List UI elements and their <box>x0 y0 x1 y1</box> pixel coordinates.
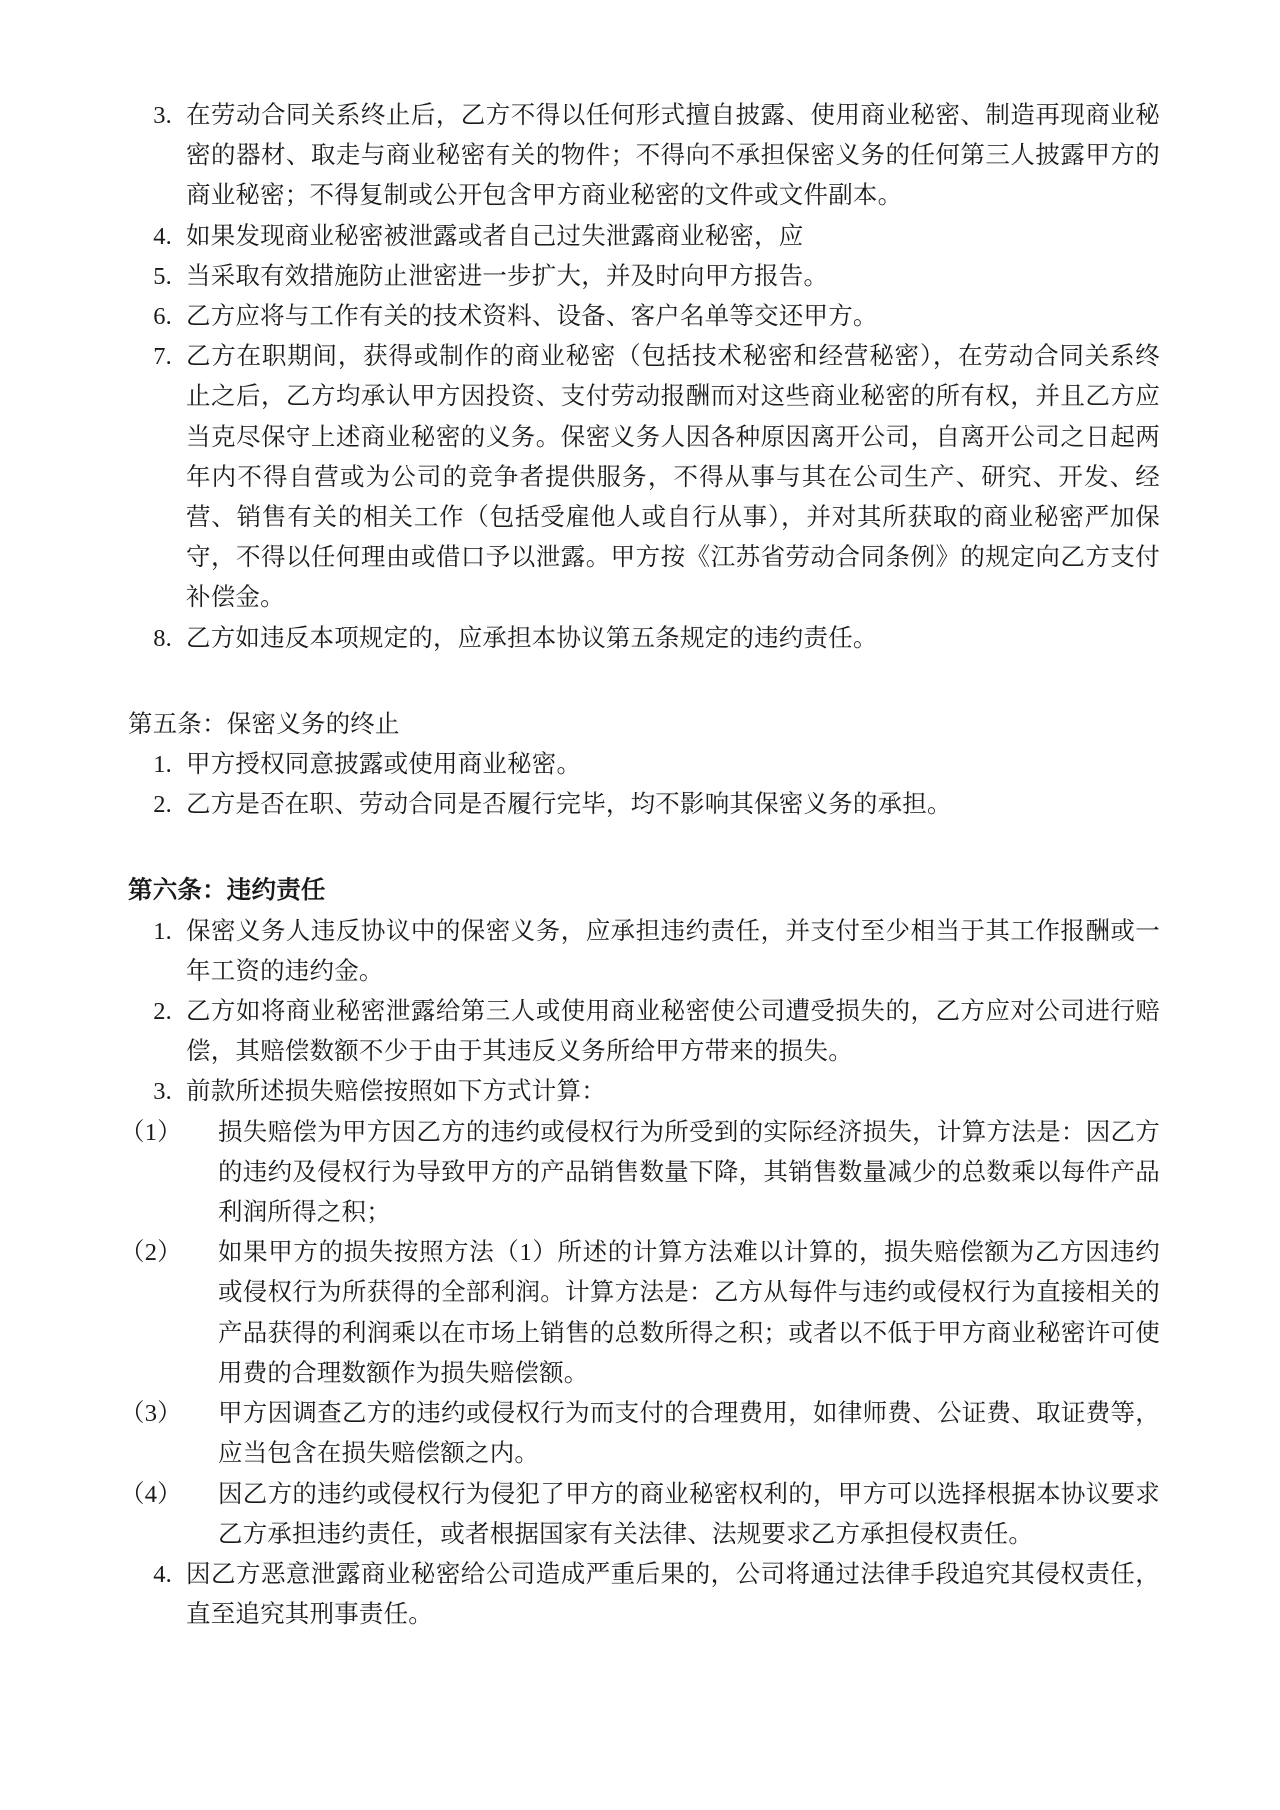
sub-list-item <box>120 1394 1160 1474</box>
list-item <box>120 785 1160 825</box>
list-marker: 2. <box>153 998 172 1026</box>
article-five <box>120 705 1160 826</box>
list-marker: 3. <box>153 1078 172 1106</box>
list-marker: 8. <box>153 624 172 652</box>
list-text: 乙方是否在职、劳动合同是否履行完毕，均不影响其保密义务的承担。 <box>186 791 952 819</box>
sub-list-item <box>120 1113 1160 1234</box>
continued-list <box>120 96 1160 659</box>
list-marker: 1. <box>153 917 172 945</box>
list-text: 保密义务人违反协议中的保密义务，应承担违约责任，并支付至少相当于其工作报酬或一年工资的违约金。 <box>186 917 1160 985</box>
list-marker: 7. <box>153 343 172 371</box>
list-item <box>120 745 1160 785</box>
list-marker: 2. <box>153 791 172 819</box>
list-item <box>120 1555 1160 1635</box>
list-text: 在劳动合同关系终止后，乙方不得以任何形式擅自披露、使用商业秘密、制造再现商业秘密的器材、取走与商业秘密有关的物件；不得向不承担保密义务的任何第三人披露甲方的商业秘密；不得复制或公开包含甲方商业秘密的文件或文件副本。 <box>186 102 1160 210</box>
list-item <box>120 992 1160 1072</box>
section-spacer <box>120 659 1160 705</box>
sub-list-item <box>120 1475 1160 1555</box>
list-item <box>120 912 1160 992</box>
list-text: 乙方应将与工作有关的技术资料、设备、客户名单等交还甲方。 <box>186 303 878 331</box>
list-item <box>120 297 1160 337</box>
list-marker: 1. <box>153 751 172 779</box>
section-spacer <box>120 825 1160 871</box>
list-text: 乙方如违反本项规定的，应承担本协议第五条规定的违约责任。 <box>186 624 878 652</box>
list-item <box>120 217 1160 257</box>
sub-list-marker: （4） <box>120 1480 182 1508</box>
sub-list-text: 如果甲方的损失按照方法（1）所述的计算方法难以计算的，损失赔偿额为乙方因违约或侵权行为所获得的全部利润。计算方法是：乙方从每件与违约或侵权行为直接相关的产品获得的利润乘以在市场上销售的总数所得之积；或者以不低于甲方商业秘密许可使用费的合理数额作为损失赔偿额。 <box>218 1239 1160 1387</box>
list-marker: 5. <box>153 262 172 290</box>
list-text: 乙方如将商业秘密泄露给第三人或使用商业秘密使公司遭受损失的，乙方应对公司进行赔偿，其赔偿数额不少于由于其违反义务所给甲方带来的损失。 <box>186 998 1160 1066</box>
list-text: 甲方授权同意披露或使用商业秘密。 <box>186 751 582 779</box>
sub-list-marker: （2） <box>120 1239 182 1267</box>
sub-list-marker: （3） <box>120 1400 182 1428</box>
sub-list-text: 损失赔偿为甲方因乙方的违约或侵权行为所受到的实际经济损失，计算方法是：因乙方的违约及侵权行为导致甲方的产品销售数量下降，其销售数量减少的总数乘以每件产品利润所得之积； <box>218 1118 1160 1227</box>
article-six-heading: 第六条：违约责任 <box>128 877 326 905</box>
sub-list-text: 因乙方的违约或侵权行为侵犯了甲方的商业秘密权利的，甲方可以选择根据本协议要求乙方承担违约责任，或者根据国家有关法律、法规要求乙方承担侵权责任。 <box>218 1480 1160 1548</box>
sub-list-item <box>120 1233 1160 1394</box>
list-marker: 4. <box>153 222 172 250</box>
list-marker: 3. <box>153 102 172 129</box>
list-text: 当采取有效措施防止泄密进一步扩大，并及时向甲方报告。 <box>186 262 829 290</box>
list-marker: 4. <box>153 1560 172 1588</box>
article-five-heading: 第五条：保密义务的终止 <box>128 710 400 738</box>
list-item <box>120 619 1160 659</box>
sub-list-text: 甲方因调查乙方的违约或侵权行为而支付的合理费用，如律师费、公证费、取证费等，应当包含在损失赔偿额之内。 <box>218 1400 1160 1468</box>
list-text: 前款所述损失赔偿按照如下方式计算： <box>186 1078 606 1106</box>
list-item <box>120 337 1160 618</box>
sub-list-marker: （1） <box>120 1118 182 1146</box>
list-item <box>120 257 1160 297</box>
article-six <box>120 871 1160 1635</box>
list-text: 如果发现商业秘密被泄露或者自己过失泄露商业秘密，应 <box>186 222 804 250</box>
list-text: 乙方在职期间，获得或制作的商业秘密（包括技术秘密和经营秘密），在劳动合同关系终止之后，乙方均承认甲方因投资、支付劳动报酬而对这些商业秘密的所有权，并且乙方应当克尽保守上述商业秘密的义务。保密义务人因各种原因离开公司，自离开公司之日起两年内不得自营或为公司的竞争者提供服务，不得从事与其在公司生产、研究、开发、经营、销售有关的相关工作（包括受雇他人或自行从事），并对其所获取的商业秘密严加保守，不得以任何理由或借口予以泄露。甲方按《江苏省劳动合同条例》的规定向乙方支付补偿金。 <box>186 343 1160 612</box>
list-item <box>120 96 1160 217</box>
list-text: 因乙方恶意泄露商业秘密给公司造成严重后果的，公司将通过法律手段追究其侵权责任，直至追究其刑事责任。 <box>186 1560 1160 1629</box>
list-marker: 6. <box>153 303 172 331</box>
list-item <box>120 1072 1160 1112</box>
